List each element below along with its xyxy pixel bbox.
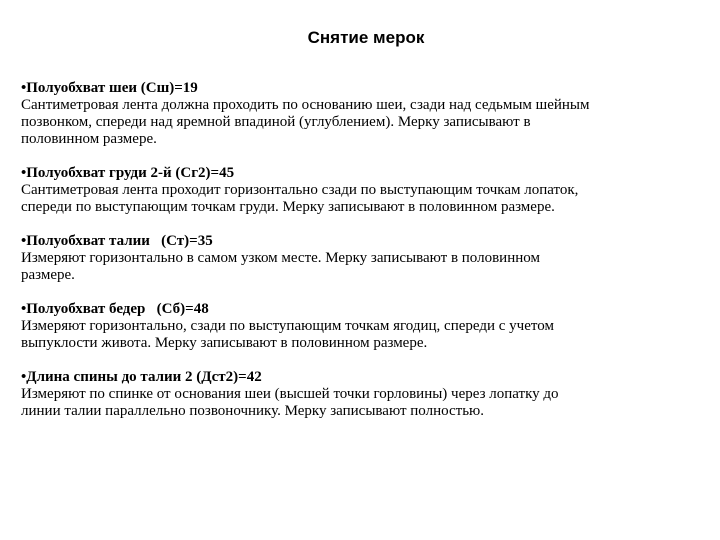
measurement-heading bbox=[21, 165, 711, 182]
measurement-item-neck bbox=[21, 80, 711, 148]
measurement-description-line: Сантиметровая лента должна проходить по основанию шеи, сзади над седьмым шейным bbox=[21, 97, 590, 113]
bullet-icon: • bbox=[21, 369, 27, 385]
measurement-description-line: выпуклости живота. Мерку записывают в половинном размере. bbox=[21, 335, 428, 351]
measurement-description-line: линии талии параллельно позвоночнику. Мерку записывают полностью. bbox=[21, 403, 484, 419]
bullet-icon: • bbox=[21, 233, 27, 249]
measurement-description-line: Сантиметровая лента проходит горизонтально сзади по выступающим точкам лопаток, bbox=[21, 182, 579, 198]
measurement-heading bbox=[21, 369, 711, 386]
measurement-heading bbox=[21, 233, 711, 250]
bullet-icon: • bbox=[21, 80, 27, 96]
bullet-icon: • bbox=[21, 165, 27, 181]
measurement-title: Полуобхват шеи (Сш)=19 bbox=[26, 80, 198, 96]
measurement-item-waist bbox=[21, 233, 711, 284]
measurement-description-line: Измеряют горизонтально, сзади по выступающим точкам ягодиц, спереди с учетом bbox=[21, 318, 554, 334]
measurement-title: Полуобхват груди 2-й (Сг2)=45 bbox=[26, 165, 235, 181]
measurement-description-line: размере. bbox=[21, 267, 75, 283]
slide-title: Снятие мерок bbox=[307, 28, 425, 47]
measurement-description-line: Измеряют по спинке от основания шеи (высшей точки горловины) через лопатку до bbox=[21, 386, 559, 402]
measurement-item-chest bbox=[21, 165, 711, 216]
measurement-description-line: Измеряют горизонтально в самом узком месте. Мерку записывают в половинном bbox=[21, 250, 540, 266]
measurement-item-hips bbox=[21, 301, 711, 352]
measurement-title: Полуобхват бедер (Сб)=48 bbox=[26, 301, 209, 317]
measurement-heading bbox=[21, 301, 711, 318]
measurement-item-back-length bbox=[21, 369, 711, 420]
measurement-description-line: позвонком, спереди над яремной впадиной (углублением). Мерку записывают в bbox=[21, 114, 531, 130]
measurement-title: Полуобхват талии (Ст)=35 bbox=[26, 233, 213, 249]
measurement-title: Длина спины до талии 2 (Дст2)=42 bbox=[26, 369, 262, 385]
measurement-description-line: половинном размере. bbox=[21, 131, 157, 147]
bullet-icon: • bbox=[21, 301, 27, 317]
measurement-description-line: спереди по выступающим точкам груди. Мерку записывают в половинном размере. bbox=[21, 199, 555, 215]
measurement-heading bbox=[21, 80, 711, 97]
measurements-list bbox=[21, 80, 711, 420]
